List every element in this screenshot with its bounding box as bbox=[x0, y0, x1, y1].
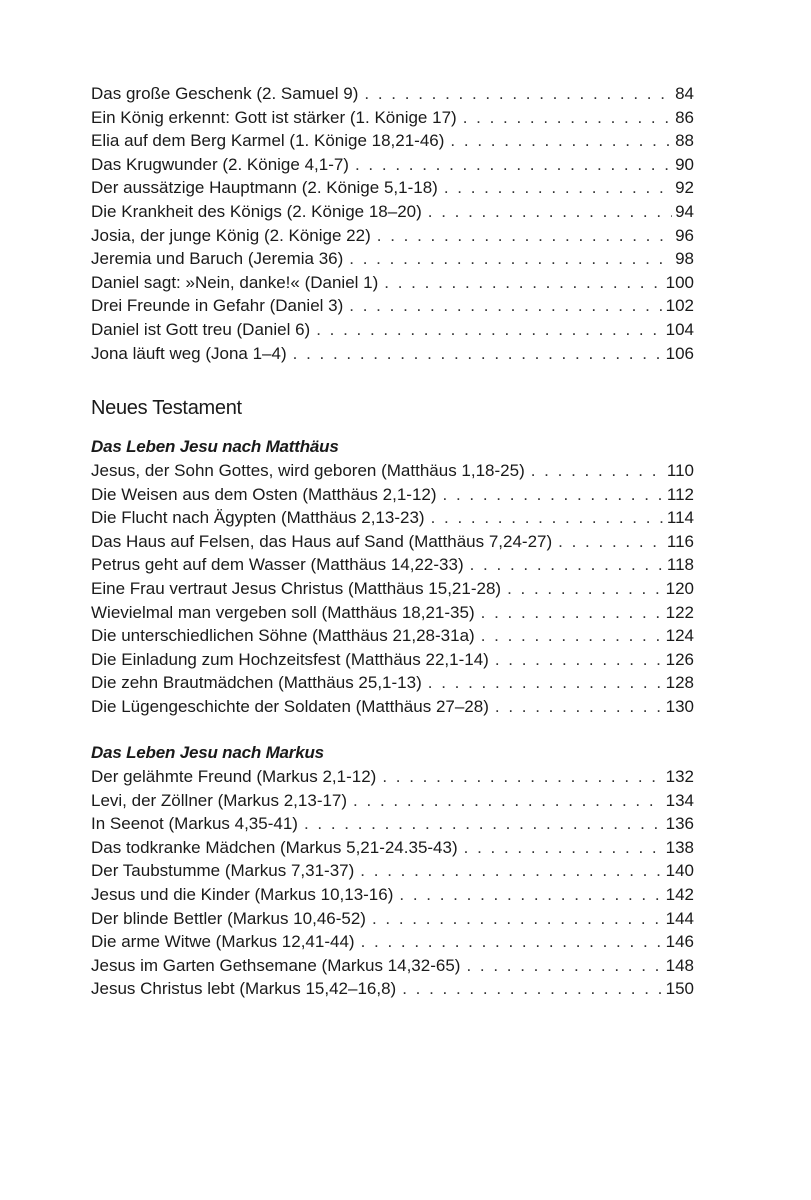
dot-leader bbox=[507, 577, 663, 601]
dot-leader bbox=[293, 342, 663, 366]
entry-title: Die Lügengeschichte der Soldaten (Matthäus 27–28) bbox=[91, 696, 489, 716]
entry-title: Levi, der Zöllner (Markus 2,13-17) bbox=[91, 790, 348, 810]
dot-leader bbox=[481, 624, 663, 648]
dot-leader bbox=[377, 224, 672, 248]
dot-leader bbox=[450, 129, 672, 153]
toc-entry bbox=[91, 930, 694, 954]
dot-leader bbox=[466, 954, 662, 978]
entry-page: 122 bbox=[665, 602, 694, 622]
entry-title: Jesus Christus lebt (Markus 15,42–16,8) bbox=[91, 979, 397, 999]
entry-title: In Seenot (Markus 4,35-41) bbox=[91, 814, 298, 834]
toc-entry bbox=[91, 883, 694, 907]
entry-title: Jesus im Garten Gethsemane (Markus 14,32-65) bbox=[91, 955, 461, 975]
entry-page: 142 bbox=[665, 884, 694, 904]
entry-page: 116 bbox=[666, 531, 694, 551]
dot-leader bbox=[399, 883, 662, 907]
toc-entry bbox=[91, 601, 694, 625]
toc-entry bbox=[91, 247, 694, 271]
entry-page: 84 bbox=[675, 84, 694, 103]
entry-page: 126 bbox=[665, 649, 694, 669]
matthew-list bbox=[91, 459, 694, 719]
entry-title: Josia, der junge König (2. Könige 22) bbox=[91, 225, 371, 245]
entry-title: Daniel ist Gott treu (Daniel 6) bbox=[91, 319, 311, 339]
dot-leader bbox=[372, 907, 663, 931]
entry-page: 98 bbox=[675, 249, 694, 269]
entry-title: Petrus geht auf dem Wasser (Matthäus 14,22-33) bbox=[91, 555, 464, 575]
entry-title: Die Flucht nach Ägypten (Matthäus 2,13-23) bbox=[91, 508, 425, 528]
entry-title: Der blinde Bettler (Markus 10,46-52) bbox=[91, 908, 366, 928]
entry-page: 140 bbox=[665, 861, 694, 881]
entry-page: 120 bbox=[665, 578, 694, 598]
dot-leader bbox=[382, 765, 662, 789]
toc-entry bbox=[91, 624, 694, 648]
dot-leader bbox=[428, 200, 672, 224]
entry-page: 130 bbox=[665, 696, 694, 716]
dot-leader bbox=[481, 601, 663, 625]
entry-title: Die Krankheit des Königs (2. Könige 18–20) bbox=[91, 201, 422, 221]
toc-entry bbox=[91, 200, 694, 224]
entry-page: 100 bbox=[665, 272, 694, 292]
dot-leader bbox=[444, 176, 672, 200]
toc-entry bbox=[91, 648, 694, 672]
toc-entry bbox=[91, 153, 694, 177]
toc-entry bbox=[91, 812, 694, 836]
entry-title: Das große Geschenk (2. Samuel 9) bbox=[91, 84, 359, 103]
entry-page: 146 bbox=[665, 932, 694, 952]
entry-title: Jeremia und Baruch (Jeremia 36) bbox=[91, 249, 344, 269]
section-heading-new-testament: Neues Testament bbox=[91, 397, 242, 419]
toc-entry bbox=[91, 176, 694, 200]
toc-entry bbox=[91, 294, 694, 318]
entry-title: Jesus, der Sohn Gottes, wird geboren (Matthäus 1,18-25) bbox=[91, 461, 525, 480]
entry-page: 112 bbox=[666, 484, 694, 504]
toc-entry bbox=[91, 695, 694, 719]
entry-title: Der aussätzige Hauptmann (2. Könige 5,1-18) bbox=[91, 178, 438, 198]
dot-leader bbox=[443, 483, 664, 507]
entry-title: Drei Freunde in Gefahr (Daniel 3) bbox=[91, 296, 344, 316]
dot-leader bbox=[531, 459, 664, 483]
entry-page: 110 bbox=[666, 461, 694, 480]
dot-leader bbox=[353, 789, 663, 813]
entry-page: 96 bbox=[675, 225, 694, 245]
entry-page: 144 bbox=[665, 908, 694, 928]
dot-leader bbox=[558, 530, 664, 554]
entry-page: 88 bbox=[675, 131, 694, 151]
entry-title: Daniel sagt: »Nein, danke!« (Daniel 1) bbox=[91, 272, 379, 292]
dot-leader bbox=[431, 506, 664, 530]
toc-entry bbox=[91, 577, 694, 601]
dot-leader bbox=[360, 859, 662, 883]
toc-entry bbox=[91, 318, 694, 342]
entry-page: 138 bbox=[665, 837, 694, 857]
dot-leader bbox=[463, 106, 672, 130]
toc-entry bbox=[91, 671, 694, 695]
dot-leader bbox=[364, 82, 672, 106]
dot-leader bbox=[316, 318, 662, 342]
toc-entry bbox=[91, 954, 694, 978]
entry-page: 118 bbox=[666, 555, 694, 575]
dot-leader bbox=[495, 695, 663, 719]
toc-entry bbox=[91, 483, 694, 507]
entry-title: Das todkranke Mädchen (Markus 5,21-24.35-43) bbox=[91, 837, 458, 857]
subsection-heading-mark: Das Leben Jesu nach Markus bbox=[91, 743, 324, 762]
dot-leader bbox=[464, 836, 663, 860]
entry-page: 134 bbox=[665, 790, 694, 810]
entry-page: 136 bbox=[665, 814, 694, 834]
entry-page: 102 bbox=[665, 296, 694, 316]
entry-title: Der gelähmte Freund (Markus 2,1-12) bbox=[91, 767, 377, 786]
toc-entry bbox=[91, 106, 694, 130]
entry-page: 150 bbox=[665, 979, 694, 999]
toc-entry bbox=[91, 765, 694, 789]
entry-page: 124 bbox=[665, 626, 694, 646]
entry-title: Jona läuft weg (Jona 1–4) bbox=[91, 343, 287, 363]
dot-leader bbox=[428, 671, 663, 695]
toc-entry bbox=[91, 907, 694, 931]
entry-page: 92 bbox=[675, 178, 694, 198]
toc-entry bbox=[91, 977, 694, 1001]
entry-title: Die Weisen aus dem Osten (Matthäus 2,1-12) bbox=[91, 484, 437, 504]
entry-page: 104 bbox=[665, 319, 694, 339]
subsection-heading-matthew: Das Leben Jesu nach Matthäus bbox=[91, 437, 339, 456]
toc-entry bbox=[91, 129, 694, 153]
toc-entry bbox=[91, 224, 694, 248]
toc-entry bbox=[91, 836, 694, 860]
dot-leader bbox=[349, 294, 662, 318]
entry-page: 86 bbox=[675, 107, 694, 127]
toc-entry bbox=[91, 553, 694, 577]
entry-page: 128 bbox=[665, 673, 694, 693]
toc-entry bbox=[91, 82, 694, 106]
entry-title: Elia auf dem Berg Karmel (1. Könige 18,21-46) bbox=[91, 131, 445, 151]
dot-leader bbox=[384, 271, 662, 295]
entry-page: 90 bbox=[675, 154, 694, 174]
toc-entry bbox=[91, 789, 694, 813]
dot-leader bbox=[361, 930, 663, 954]
entry-title: Eine Frau vertraut Jesus Christus (Matthäus 15,21-28) bbox=[91, 578, 502, 598]
toc-entry bbox=[91, 859, 694, 883]
old-testament-list bbox=[91, 82, 694, 365]
mark-list bbox=[91, 765, 694, 1001]
toc-entry bbox=[91, 459, 694, 483]
toc-entry bbox=[91, 530, 694, 554]
entry-page: 132 bbox=[665, 767, 694, 786]
entry-title: Die arme Witwe (Markus 12,41-44) bbox=[91, 932, 355, 952]
entry-page: 114 bbox=[666, 508, 694, 528]
entry-title: Der Taubstumme (Markus 7,31-37) bbox=[91, 861, 355, 881]
toc-entry bbox=[91, 271, 694, 295]
entry-title: Die zehn Brautmädchen (Matthäus 25,1-13) bbox=[91, 673, 422, 693]
dot-leader bbox=[402, 977, 662, 1001]
entry-title: Die unterschiedlichen Söhne (Matthäus 21,28-31a) bbox=[91, 626, 475, 646]
entry-title: Das Krugwunder (2. Könige 4,1-7) bbox=[91, 154, 349, 174]
toc-entry bbox=[91, 342, 694, 366]
entry-title: Die Einladung zum Hochzeitsfest (Matthäus 22,1-14) bbox=[91, 649, 489, 669]
entry-page: 106 bbox=[665, 343, 694, 363]
dot-leader bbox=[495, 648, 663, 672]
entry-title: Ein König erkennt: Gott ist stärker (1. Könige 17) bbox=[91, 107, 457, 127]
entry-title: Wievielmal man vergeben soll (Matthäus 18,21-35) bbox=[91, 602, 475, 622]
dot-leader bbox=[304, 812, 663, 836]
entry-page: 148 bbox=[665, 955, 694, 975]
entry-title: Jesus und die Kinder (Markus 10,13-16) bbox=[91, 884, 394, 904]
dot-leader bbox=[355, 153, 672, 177]
dot-leader bbox=[470, 553, 664, 577]
entry-title: Das Haus auf Felsen, das Haus auf Sand (Matthäus 7,24-27) bbox=[91, 531, 553, 551]
toc-entry bbox=[91, 506, 694, 530]
dot-leader bbox=[349, 247, 672, 271]
entry-page: 94 bbox=[675, 201, 694, 221]
